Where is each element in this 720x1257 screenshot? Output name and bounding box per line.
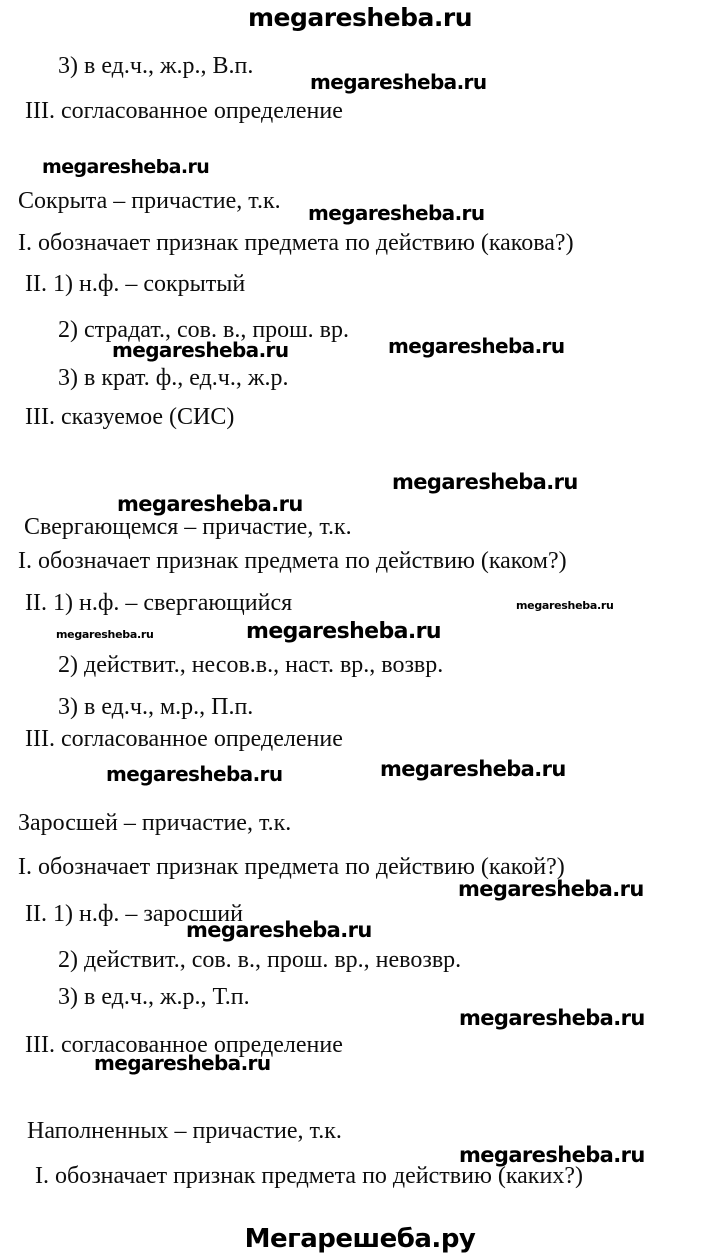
watermark: megaresheba.ru (392, 470, 578, 494)
word-analysis-heading: Сокрыта – причастие, т.к. (18, 188, 281, 214)
watermark: megaresheba.ru (186, 918, 372, 942)
text-line: I. обозначает признак предмета по действию (какой?) (18, 854, 565, 880)
watermark: megaresheba.ru (117, 492, 303, 516)
text-line: 3) в крат. ф., ед.ч., ж.р. (58, 365, 289, 391)
text-line: III. согласованное определение (25, 1032, 343, 1058)
watermark: megaresheba.ru (94, 1051, 271, 1075)
text-line: I. обозначает признак предмета по действию (каком?) (18, 548, 567, 574)
watermark: megaresheba.ru (246, 619, 441, 644)
text-line: 2) действит., сов. в., прош. вр., невозвр. (58, 947, 462, 973)
word-analysis-heading: Свергающемся – причастие, т.к. (24, 514, 352, 540)
text-line: III. сказуемое (СИС) (25, 404, 235, 430)
watermark: megaresheba.ru (56, 628, 154, 641)
text-line: II. 1) н.ф. – сокрытый (25, 271, 246, 297)
watermark: megaresheba.ru (310, 70, 487, 94)
text-line: 3) в ед.ч., ж.р., В.п. (58, 53, 254, 79)
word-analysis-heading: Заросшей – причастие, т.к. (18, 810, 292, 836)
watermark: megaresheba.ru (380, 757, 566, 781)
text-line: II. 1) н.ф. – заросший (25, 901, 243, 927)
watermark: megaresheba.ru (459, 1143, 645, 1167)
watermark: megaresheba.ru (308, 201, 485, 225)
watermark: megaresheba.ru (458, 877, 644, 901)
watermark: megaresheba.ru (106, 762, 283, 786)
text-line: 3) в ед.ч., м.р., П.п. (58, 694, 254, 720)
watermark: megaresheba.ru (42, 156, 210, 178)
text-line: 3) в ед.ч., ж.р., Т.п. (58, 984, 250, 1010)
site-brand-bottom: Мегарешеба.ру (244, 1224, 476, 1254)
site-brand-top: megaresheba.ru (247, 3, 473, 32)
text-line: I. обозначает признак предмета по действию (каких?) (35, 1163, 583, 1189)
text-line: I. обозначает признак предмета по действию (какова?) (18, 230, 574, 256)
word-analysis-heading: Наполненных – причастие, т.к. (27, 1118, 342, 1144)
text-line: III. согласованное определение (25, 98, 343, 124)
text-line: III. согласованное определение (25, 726, 343, 752)
text-line: 2) страдат., сов. в., прош. вр. (58, 317, 349, 343)
text-line: 2) действит., несов.в., наст. вр., возвр. (58, 652, 444, 678)
watermark: megaresheba.ru (112, 338, 289, 362)
watermark: megaresheba.ru (516, 599, 614, 612)
watermark: megaresheba.ru (388, 334, 565, 358)
text-line: II. 1) н.ф. – свергающийся (25, 590, 293, 616)
watermark: megaresheba.ru (459, 1006, 645, 1030)
